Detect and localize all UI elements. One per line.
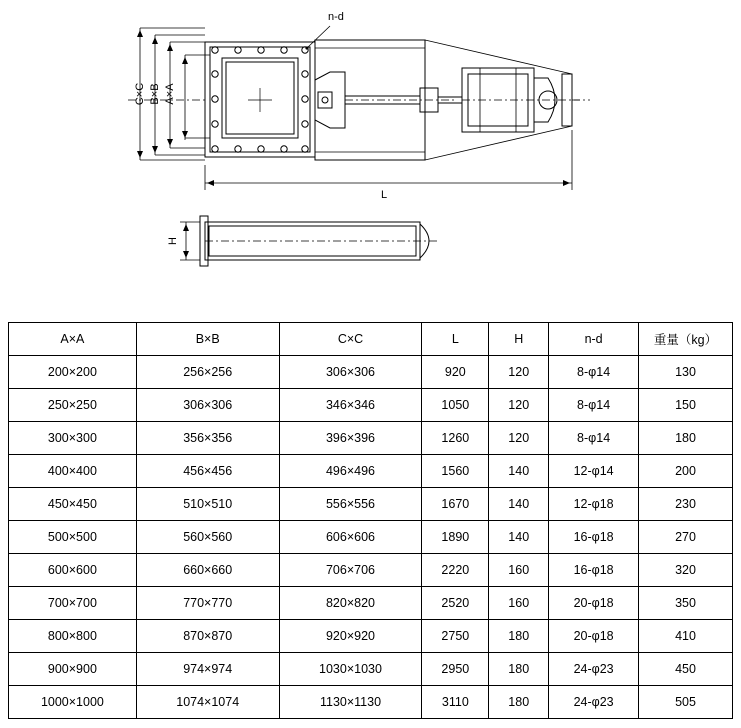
table-cell: 1000×1000 — [9, 686, 137, 719]
table-cell: 2750 — [422, 620, 489, 653]
table-row — [9, 521, 733, 554]
table-header-cell: H — [489, 323, 549, 356]
table-header-cell: B×B — [136, 323, 279, 356]
table-row — [9, 356, 733, 389]
table-cell: 24-φ23 — [549, 686, 639, 719]
table-cell: 820×820 — [279, 587, 422, 620]
table-cell: 180 — [639, 422, 733, 455]
table-cell: 8-φ14 — [549, 422, 639, 455]
table-cell: 3110 — [422, 686, 489, 719]
table-cell: 140 — [489, 455, 549, 488]
table-cell: 450 — [639, 653, 733, 686]
table-header-cell: C×C — [279, 323, 422, 356]
table-cell: 300×300 — [9, 422, 137, 455]
table-cell: 180 — [489, 620, 549, 653]
table-header-row — [9, 323, 733, 356]
table-cell: 560×560 — [136, 521, 279, 554]
table-cell: 120 — [489, 389, 549, 422]
technical-drawing — [0, 0, 741, 310]
table-cell: 8-φ14 — [549, 389, 639, 422]
valve-drawing-svg — [0, 0, 741, 310]
table-cell: 1560 — [422, 455, 489, 488]
table-cell: 356×356 — [136, 422, 279, 455]
table-header-cell: A×A — [9, 323, 137, 356]
table-cell: 150 — [639, 389, 733, 422]
label-cxc: C×C — [134, 82, 146, 106]
table-cell: 1030×1030 — [279, 653, 422, 686]
table-cell: 256×256 — [136, 356, 279, 389]
table-cell: 2220 — [422, 554, 489, 587]
table-cell: 2520 — [422, 587, 489, 620]
table-cell: 120 — [489, 422, 549, 455]
table-cell: 346×346 — [279, 389, 422, 422]
label-bxb: B×B — [149, 83, 161, 105]
table-cell: 1050 — [422, 389, 489, 422]
table-row — [9, 620, 733, 653]
table-cell: 140 — [489, 521, 549, 554]
table-cell: 270 — [639, 521, 733, 554]
table-cell: 130 — [639, 356, 733, 389]
label-n-d: n-d — [328, 11, 344, 23]
table-cell: 556×556 — [279, 488, 422, 521]
table-row — [9, 686, 733, 719]
table-cell: 350 — [639, 587, 733, 620]
table-cell: 505 — [639, 686, 733, 719]
spec-table-container — [8, 322, 733, 719]
table-cell: 396×396 — [279, 422, 422, 455]
table-cell: 20-φ18 — [549, 587, 639, 620]
table-row — [9, 455, 733, 488]
table-cell: 230 — [639, 488, 733, 521]
table-cell: 200 — [639, 455, 733, 488]
table-cell: 16-φ18 — [549, 521, 639, 554]
table-cell: 1670 — [422, 488, 489, 521]
table-cell: 450×450 — [9, 488, 137, 521]
label-l: L — [380, 189, 388, 201]
table-cell: 920×920 — [279, 620, 422, 653]
table-cell: 1890 — [422, 521, 489, 554]
table-cell: 160 — [489, 554, 549, 587]
table-cell: 200×200 — [9, 356, 137, 389]
table-cell: 1260 — [422, 422, 489, 455]
spec-table — [8, 322, 733, 719]
table-cell: 160 — [489, 587, 549, 620]
table-header-cell: n-d — [549, 323, 639, 356]
table-row — [9, 389, 733, 422]
table-cell: 660×660 — [136, 554, 279, 587]
table-cell: 180 — [489, 653, 549, 686]
table-cell: 12-φ14 — [549, 455, 639, 488]
table-header-cell: L — [422, 323, 489, 356]
table-cell: 400×400 — [9, 455, 137, 488]
table-cell: 250×250 — [9, 389, 137, 422]
table-row — [9, 488, 733, 521]
table-cell: 20-φ18 — [549, 620, 639, 653]
table-cell: 140 — [489, 488, 549, 521]
table-cell: 320 — [639, 554, 733, 587]
table-cell: 180 — [489, 686, 549, 719]
table-cell: 8-φ14 — [549, 356, 639, 389]
table-cell: 920 — [422, 356, 489, 389]
label-h: H — [167, 237, 179, 245]
table-cell: 500×500 — [9, 521, 137, 554]
table-cell: 496×496 — [279, 455, 422, 488]
table-cell: 456×456 — [136, 455, 279, 488]
label-axa: A×A — [164, 83, 176, 105]
table-cell: 870×870 — [136, 620, 279, 653]
table-cell: 306×306 — [279, 356, 422, 389]
table-cell: 306×306 — [136, 389, 279, 422]
table-cell: 24-φ23 — [549, 653, 639, 686]
table-row — [9, 587, 733, 620]
table-cell: 706×706 — [279, 554, 422, 587]
table-cell: 12-φ18 — [549, 488, 639, 521]
table-header-cell: 重量（kg） — [639, 323, 733, 356]
table-cell: 410 — [639, 620, 733, 653]
table-cell: 600×600 — [9, 554, 137, 587]
table-cell: 1130×1130 — [279, 686, 422, 719]
table-cell: 1074×1074 — [136, 686, 279, 719]
table-cell: 900×900 — [9, 653, 137, 686]
table-row — [9, 653, 733, 686]
table-cell: 120 — [489, 356, 549, 389]
table-cell: 700×700 — [9, 587, 137, 620]
table-row — [9, 422, 733, 455]
table-cell: 16-φ18 — [549, 554, 639, 587]
table-cell: 800×800 — [9, 620, 137, 653]
table-cell: 974×974 — [136, 653, 279, 686]
table-cell: 770×770 — [136, 587, 279, 620]
table-cell: 2950 — [422, 653, 489, 686]
table-row — [9, 554, 733, 587]
table-cell: 606×606 — [279, 521, 422, 554]
table-cell: 510×510 — [136, 488, 279, 521]
